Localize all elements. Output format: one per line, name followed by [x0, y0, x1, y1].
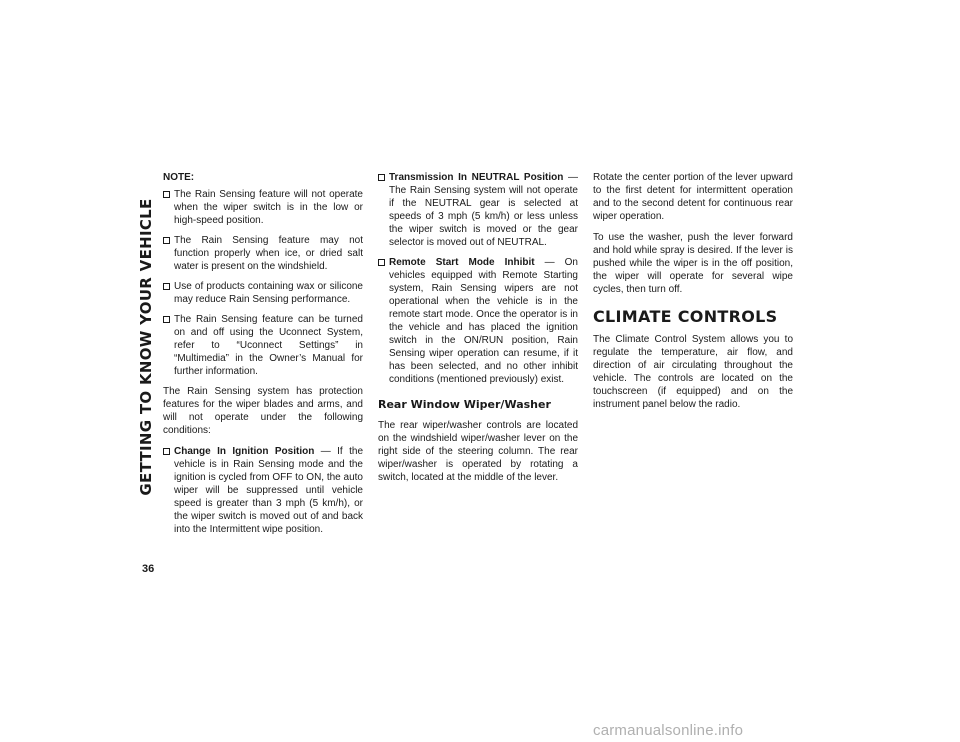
square-bullet-icon	[378, 174, 385, 181]
list-item: The Rain Sensing feature can be turned on and off using the Uconnect System, refer to “Uconnect Settings” in “Multimedia” in the Owner’s Manual for further information.	[163, 313, 363, 378]
inhibit-term: Transmission In NEUTRAL Position	[389, 172, 564, 183]
list-item	[378, 171, 578, 249]
section-side-tab	[136, 172, 156, 522]
column-middle	[378, 171, 578, 492]
square-bullet-icon	[163, 448, 170, 455]
washer-paragraph: To use the washer, push the lever forward and hold while spray is desired. If the lever is pushed while the wiper is in the off position, the wiper will operate for several wipe cycles, then turn off.	[593, 232, 793, 295]
square-bullet-icon	[163, 191, 170, 198]
list-item: The Rain Sensing feature will not operate when the wiper switch is in the low or high-speed position.	[163, 188, 363, 227]
inhibit-text: — If the vehicle is in Rain Sensing mode and the ignition is cycled from OFF to ON, the auto wiper will be suppressed until vehicle speed is greater than 3 mph (5 km/h), or the wiper switch is moved out of and back into the Intermittent wipe position.	[174, 446, 364, 535]
list-item	[378, 256, 578, 386]
rotate-lever-paragraph: Rotate the center portion of the lever upward to the first detent for intermittent operation and to the second detent for continuous rear wiper operation.	[593, 172, 793, 222]
rear-wiper-subheading: Rear Window Wiper/Washer	[378, 398, 551, 411]
column-left	[163, 171, 363, 543]
section-side-tab-label: GETTING TO KNOW YOUR VEHICLE	[137, 198, 155, 496]
watermark: carmanualsonline.info	[593, 722, 744, 739]
square-bullet-icon	[163, 237, 170, 244]
square-bullet-icon	[163, 316, 170, 323]
square-bullet-icon	[163, 283, 170, 290]
inhibit-term: Remote Start Mode Inhibit	[389, 257, 535, 268]
inhibit-text: — The Rain Sensing system will not operate if the NEUTRAL gear is selected at speeds of 3 mph (5 km/h) or less unless the wiper switch is moved or the gear selector is moved out of NEUTRAL.	[389, 172, 578, 248]
inhibit-term: Change In Ignition Position	[174, 446, 315, 457]
inhibit-list-continued	[378, 171, 578, 386]
list-item: The Rain Sensing feature may not function properly when ice, or dried salt water is present on the windshield.	[163, 234, 363, 273]
note-label: NOTE:	[163, 172, 195, 183]
inhibit-list	[163, 445, 363, 536]
protection-intro-paragraph: The Rain Sensing system has protection features for the wiper blades and arms, and will not operate under the following conditions:	[163, 386, 363, 436]
climate-controls-paragraph: The Climate Control System allows you to regulate the temperature, air flow, and direction of air circulating throughout the vehicle. The controls are located on the touchscreen (if equipped) and on the instrument panel below the radio.	[593, 334, 793, 410]
list-item: Use of products containing wax or silicone may reduce Rain Sensing performance.	[163, 280, 363, 306]
square-bullet-icon	[378, 259, 385, 266]
list-item	[163, 445, 363, 536]
rear-wiper-paragraph: The rear wiper/washer controls are located on the windshield wiper/washer lever on the right side of the steering column. The rear wiper/washer is operated by rotating a switch, located at the middle of the lever.	[378, 420, 578, 483]
climate-controls-heading: CLIMATE CONTROLS	[593, 307, 778, 326]
inhibit-text: — On vehicles equipped with Remote Starting system, Rain Sensing wipers are not operational when the vehicle is in the remote start mode. Once the operator is in the vehicle and has placed the ignition switch in the ON/RUN position, Rain Sensing wiper operation can resume, if it has been selected, and no other inhibit conditions (mentioned previously) exist.	[389, 257, 578, 385]
note-list	[163, 188, 363, 378]
column-right	[593, 171, 793, 419]
page-number: 36	[142, 563, 155, 575]
